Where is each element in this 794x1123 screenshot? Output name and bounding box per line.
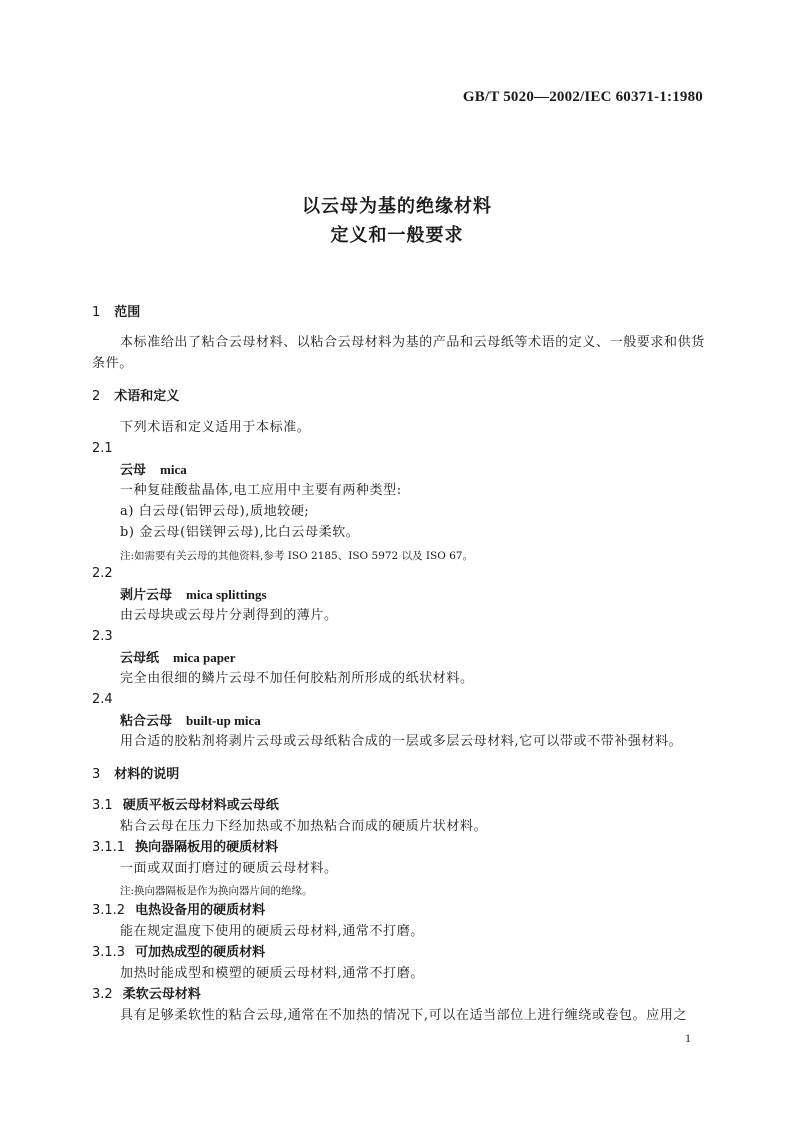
- subsection-number: 3.1.3: [92, 945, 126, 960]
- section-1-paragraph-line1: 本标准给出了粘合云母材料、以粘合云母材料为基的产品和云母纸等术语的定义、一般要求和供货: [120, 335, 705, 350]
- subsection-3-1-heading: [92, 798, 279, 814]
- subsection-3-2-definition: 具有足够柔软性的粘合云母,通常在不加热的情况下,可以在适当部位上进行缠绕或卷包。应用之: [120, 1008, 688, 1023]
- term-2-4-definition: 用合适的胶粘剂将剥片云母或云母纸粘合成的一层或多层云母材料,它可以带或不带补强材料。: [120, 734, 683, 749]
- subsection-3-1-3-definition: 加热时能成型和模塑的硬质云母材料,通常不打磨。: [120, 966, 424, 981]
- section-number: 2: [92, 389, 101, 404]
- term-2-1-item-a: a) 白云母(铝钾云母),质地较硬;: [120, 504, 310, 519]
- term-cn: 剥片云母: [120, 588, 173, 603]
- term-2-2-definition: 由云母块或云母片分剥得到的薄片。: [120, 608, 338, 623]
- section-title: 材料的说明: [114, 767, 180, 782]
- term-cn: 粘合云母: [120, 714, 173, 729]
- term-2-3-heading: [120, 650, 235, 667]
- subsection-3-1-definition: 粘合云母在压力下经加热或不加热粘合而成的硬质片状材料。: [120, 819, 488, 834]
- term-2-2-heading: [120, 587, 267, 604]
- page-number: 1: [685, 1031, 691, 1045]
- subsection-number: 3.1: [92, 798, 113, 813]
- subsection-3-2-heading: [92, 987, 201, 1003]
- subsection-3-1-3-heading: [92, 945, 265, 961]
- section-number: 3: [92, 767, 101, 782]
- term-2-1-item-b: b) 金云母(铝镁钾云母),比白云母柔软。: [120, 525, 360, 540]
- subsection-number: 3.1.2: [92, 903, 126, 918]
- subsection-number: 3.2: [92, 987, 113, 1002]
- subsection-title: 柔软云母材料: [122, 987, 201, 1002]
- term-cn: 云母纸: [120, 651, 160, 666]
- term-en: mica: [160, 462, 187, 477]
- subsection-3-1-2-definition: 能在规定温度下使用的硬质云母材料,通常不打磨。: [120, 924, 424, 939]
- section-1-paragraph-line2: 条件。: [92, 356, 133, 371]
- section-title: 术语和定义: [114, 389, 180, 404]
- term-cn: 云母: [120, 463, 147, 478]
- term-2-3-definition: 完全由很细的鳞片云母不加任何胶粘剂所形成的纸状材料。: [120, 671, 474, 686]
- term-2-4-heading: [120, 713, 261, 730]
- subsection-3-1-1-note: 注:换向器隔板是作为换向器片间的绝缘。: [120, 885, 313, 897]
- term-2-1-heading: [120, 462, 187, 479]
- term-2-3-number: 2.3: [92, 629, 113, 644]
- subsection-title: 换向器隔板用的硬质材料: [135, 840, 279, 855]
- subsection-title: 可加热成型的硬质材料: [135, 945, 266, 960]
- term-en: mica splittings: [186, 587, 267, 602]
- section-title: 范围: [114, 305, 141, 320]
- term-2-1-number: 2.1: [92, 441, 113, 456]
- term-2-1-note: 注:如需要有关云母的其他资料,参考 ISO 2185、ISO 5972 以及 ISO 67。: [120, 550, 474, 562]
- subsection-3-1-1-heading: [92, 840, 278, 856]
- term-2-1-definition: 一种复硅酸盐晶体,电工应用中主要有两种类型:: [120, 483, 402, 498]
- standard-code: GB/T 5020—2002/IEC 60371-1:1980: [462, 89, 703, 105]
- subsection-number: 3.1.1: [92, 840, 126, 855]
- document-title-line1: 以云母为基的绝缘材料: [302, 196, 492, 217]
- subsection-title: 硬质平板云母材料或云母纸: [122, 798, 279, 813]
- term-en: mica paper: [173, 650, 236, 665]
- section-2-intro: 下列术语和定义适用于本标准。: [120, 420, 311, 435]
- section-2-heading: [92, 389, 179, 405]
- term-2-2-number: 2.2: [92, 566, 113, 581]
- section-number: 1: [92, 305, 101, 320]
- document-title-line2: 定义和一般要求: [330, 225, 464, 246]
- section-1-heading: [92, 305, 140, 321]
- subsection-3-1-1-definition: 一面或双面打磨过的硬质云母材料。: [120, 861, 338, 876]
- term-en: built-up mica: [186, 713, 261, 728]
- section-3-heading: [92, 767, 179, 783]
- subsection-3-1-2-heading: [92, 903, 265, 919]
- term-2-4-number: 2.4: [92, 692, 113, 707]
- subsection-title: 电热设备用的硬质材料: [135, 903, 266, 918]
